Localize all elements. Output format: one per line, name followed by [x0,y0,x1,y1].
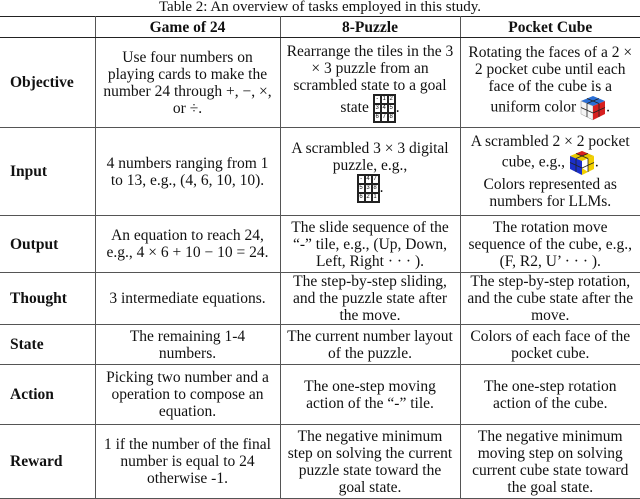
table-row [0,325,640,365]
header-8puzzle: 8-Puzzle [280,17,460,38]
row-label: Objective [0,38,95,128]
cell: A scrambled 3 × 3 digital puzzle, e.g., - 4 7 5 3 8 6 2 1 . [280,128,460,216]
cell: 1 if the number of the final number is equal to 24 otherwise -1. [95,425,280,499]
cell: The negative minimum moving step on solving current cube state toward the goal state. [460,425,640,499]
header-pocketcube: Pocket Cube [460,17,640,38]
cell: The step-by-step sliding, and the puzzle state after the move. [280,273,460,325]
cell: Use four numbers on playing cards to make the number 24 through +, −, ×, or ÷. [95,38,280,128]
table-row [0,38,640,128]
cell: The current number layout of the puzzle. [280,325,460,365]
cell: Rotating the faces of a 2 × 2 pocket cube until each face of the cube is a uniform color . [460,38,640,128]
cell-note: Colors represented as numbers for LLMs. [483,176,617,210]
header-row [0,17,640,38]
row-label: Output [0,216,95,273]
cell: Rearrange the tiles in the 3 × 3 puzzle from an scrambled state to a goal state - 1 2 3 4 5 6 7 8 . [280,38,460,128]
header-empty [0,17,95,38]
solved-cube-icon [580,95,606,121]
cell: The rotation move sequence of the cube, e.g., (F, R2, U’ · · · ). [460,216,640,273]
table-row [0,216,640,273]
cell: 3 intermediate equations. [95,273,280,325]
cell-text: Rotating the faces of a 2 × 2 pocket cube until each face of the cube is a uniform color [468,44,633,116]
cell: The slide sequence of the “-” tile, e.g., (Up, Down, Left, Right · · · ). [280,216,460,273]
row-label: Action [0,365,95,425]
tasks-table [0,16,640,499]
row-label: Reward [0,425,95,499]
header-game24: Game of 24 [95,17,280,38]
cell: An equation to reach 24, e.g., 4 × 6 + 10 − 10 = 24. [95,216,280,273]
cell: 4 numbers ranging from 1 to 13, e.g., (4, 6, 10, 10). [95,128,280,216]
cell-text: A scrambled 3 × 3 digital puzzle, e.g., [291,140,449,174]
row-label: State [0,325,95,365]
cell: The negative minimum step on solving the current puzzle state toward the goal state. [280,425,460,499]
cell: A scrambled 2 × 2 pocket cube, e.g., . Colors represented as numbers for LLMs. [460,128,640,216]
table-row [0,128,640,216]
cell: Colors of each face of the pocket cube. [460,325,640,365]
cell: The step-by-step rotation, and the cube state after the move. [460,273,640,325]
table-row [0,365,640,425]
scrambled-cube-icon [569,150,595,176]
row-label: Input [0,128,95,216]
goal-puzzle-icon: - 1 2 3 4 5 6 7 8 [373,94,396,123]
cell: The one-step rotation action of the cube. [460,365,640,425]
row-label: Thought [0,273,95,325]
cell: Picking two number and a operation to compose an equation. [95,365,280,425]
cell-text: Rearrange the tiles in the 3 × 3 puzzle from an scrambled state to a goal state [286,42,454,116]
table-row [0,425,640,499]
table-caption: Table 2: An overview of tasks employed in this study. [158,0,482,15]
cell: The one-step moving action of the “-” tile. [280,365,460,425]
cell-text: A scrambled 2 × 2 pocket cube, e.g., [470,133,630,171]
cell: The remaining 1-4 numbers. [95,325,280,365]
table-row [0,273,640,325]
scrambled-puzzle-icon: - 4 7 5 3 8 6 2 1 [357,174,380,203]
